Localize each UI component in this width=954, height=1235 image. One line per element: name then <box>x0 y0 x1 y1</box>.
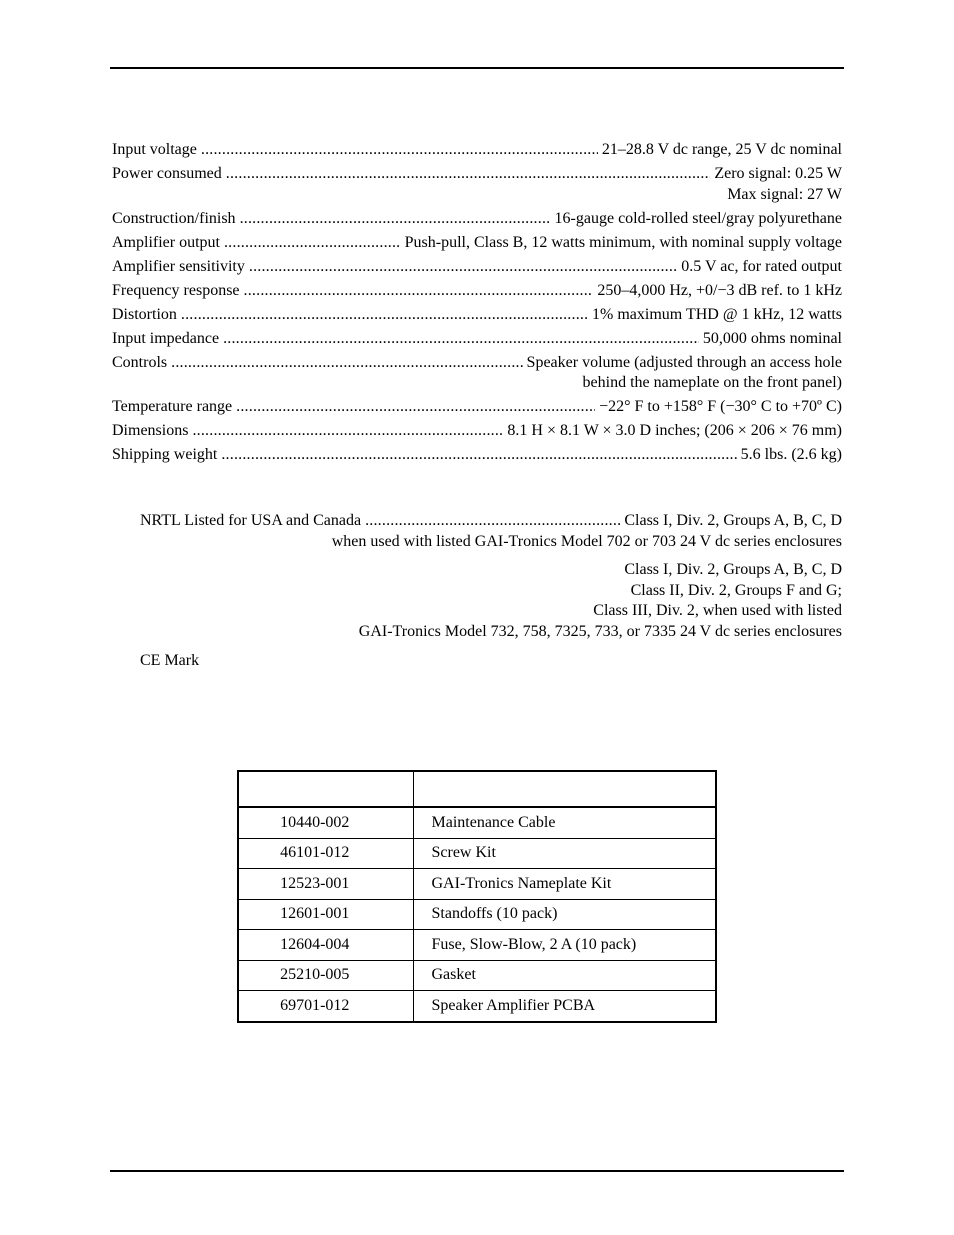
table-row <box>238 930 716 961</box>
spec-input-voltage <box>112 140 842 161</box>
nrtl-value: Class I, Div. 2, Groups A, B, C, D <box>624 512 842 529</box>
ce-mark: CE Mark <box>140 652 200 669</box>
dot-leader <box>192 421 503 442</box>
spec-label: Distortion <box>112 305 177 323</box>
spec-label: Input voltage <box>112 141 197 158</box>
part-number-cell: 46101-012 <box>238 838 413 869</box>
spec-amplifier-output <box>112 233 842 254</box>
part-number-cell: 10440-002 <box>238 807 413 838</box>
dot-leader <box>221 445 736 466</box>
description-cell: Fuse, Slow-Blow, 2 A (10 pack) <box>413 930 716 961</box>
header-rule <box>110 67 844 69</box>
dot-leader <box>171 353 522 374</box>
part-number-cell: 69701-012 <box>238 991 413 1022</box>
nrtl-value-continued: when used with listed GAI-Tronics Model 702 or 703 24 V dc series enclosures <box>331 532 842 550</box>
spec-controls <box>112 353 842 394</box>
spec-label: Amplifier output <box>112 233 220 251</box>
spec-label: Construction/finish <box>112 209 236 227</box>
dot-leader <box>226 164 711 185</box>
spec-label: Dimensions <box>112 422 189 439</box>
spec-value: 0.5 V ac, for rated output <box>681 257 842 275</box>
hazardous-classification <box>140 560 842 642</box>
part-number-header <box>238 771 413 807</box>
spec-value: Zero signal: 0.25 W <box>714 165 842 182</box>
dot-leader <box>240 209 551 230</box>
spec-label: Shipping weight <box>112 446 218 463</box>
description-header <box>413 771 716 807</box>
nrtl-approval <box>140 511 842 552</box>
dot-leader <box>244 281 594 302</box>
table-row <box>238 807 716 838</box>
part-number-cell: 12523-001 <box>238 869 413 900</box>
classification-line: Class II, Div. 2, Groups F and G; <box>630 581 842 599</box>
specifications-list <box>112 140 842 469</box>
spec-value: −22° F to +158° F (−30° C to +70º C) <box>599 398 842 415</box>
spec-value: 21–28.8 V dc range, 25 V dc nominal <box>601 141 842 158</box>
spec-value: Speaker volume (adjusted through an access hole <box>526 353 842 371</box>
description-cell: Maintenance Cable <box>413 807 716 838</box>
spec-value: 1% maximum THD @ 1 kHz, 12 watts <box>592 305 842 323</box>
spec-value: 8.1 H × 8.1 W × 3.0 D inches; (206 × 206 × 76 mm) <box>507 422 842 439</box>
spec-temperature-range <box>112 397 842 418</box>
part-number-cell: 12604-004 <box>238 930 413 961</box>
table-row <box>238 991 716 1022</box>
dot-leader <box>249 257 677 278</box>
dot-leader <box>181 305 588 326</box>
dot-leader <box>201 140 598 161</box>
approvals-section <box>140 511 842 650</box>
spec-value: 16-gauge cold-rolled steel/gray polyurethane <box>554 209 842 227</box>
spec-construction-finish <box>112 209 842 230</box>
dot-leader <box>224 233 401 254</box>
spec-label: Temperature range <box>112 398 233 415</box>
table-row <box>238 869 716 900</box>
table-header-row <box>238 771 716 807</box>
spec-value: 250–4,000 Hz, +0/−3 dB ref. to 1 kHz <box>597 281 842 299</box>
dot-leader <box>223 329 699 350</box>
description-cell: Speaker Amplifier PCBA <box>413 991 716 1022</box>
spec-label: Amplifier sensitivity <box>112 257 245 275</box>
spec-shipping-weight <box>112 445 842 466</box>
description-cell: Standoffs (10 pack) <box>413 899 716 930</box>
spec-label: Frequency response <box>112 281 240 299</box>
spec-value: Push-pull, Class B, 12 watts minimum, with nominal supply voltage <box>404 233 842 251</box>
description-cell: GAI-Tronics Nameplate Kit <box>413 869 716 900</box>
description-cell: Gasket <box>413 960 716 991</box>
spec-value-continued: Max signal: 27 W <box>727 185 842 203</box>
table-row <box>238 899 716 930</box>
part-number-cell: 25210-005 <box>238 960 413 991</box>
spec-value-continued: behind the nameplate on the front panel) <box>582 374 842 391</box>
description-cell: Screw Kit <box>413 838 716 869</box>
spec-distortion <box>112 305 842 326</box>
spec-power-consumed <box>112 164 842 205</box>
footer-rule <box>110 1170 844 1172</box>
spec-dimensions <box>112 421 842 442</box>
nrtl-label: NRTL Listed for USA and Canada <box>140 512 362 529</box>
classification-line: GAI-Tronics Model 732, 758, 7325, 733, or 7335 24 V dc series enclosures <box>358 622 842 640</box>
classification-line: Class I, Div. 2, Groups A, B, C, D <box>624 561 842 578</box>
classification-line: Class III, Div. 2, when used with listed <box>593 602 842 619</box>
table-row <box>238 960 716 991</box>
dot-leader <box>236 397 595 418</box>
table-row <box>238 838 716 869</box>
spec-label: Power consumed <box>112 165 222 182</box>
spec-label: Controls <box>112 353 168 371</box>
spec-input-impedance <box>112 329 842 350</box>
spec-amplifier-sensitivity <box>112 257 842 278</box>
spec-value: 5.6 lbs. (2.6 kg) <box>740 446 842 463</box>
spec-label: Input impedance <box>112 329 220 347</box>
spec-value: 50,000 ohms nominal <box>702 329 842 347</box>
spec-frequency-response <box>112 281 842 302</box>
dot-leader <box>365 511 620 532</box>
part-number-cell: 12601-001 <box>238 899 413 930</box>
replacement-parts-table <box>237 770 717 1023</box>
